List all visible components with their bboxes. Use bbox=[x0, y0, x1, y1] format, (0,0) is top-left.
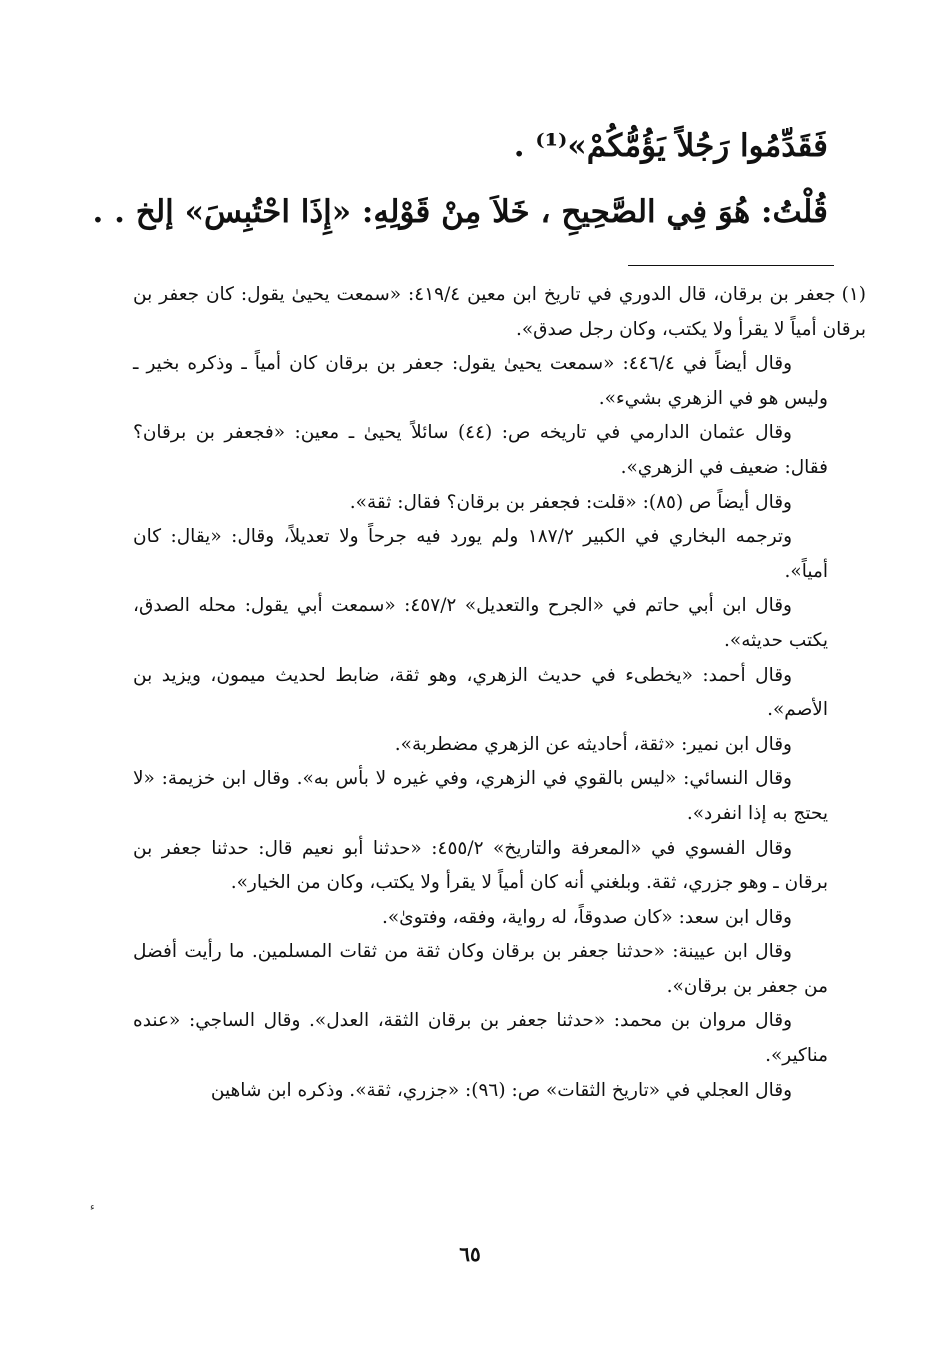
footnote-marker: (١) bbox=[841, 284, 866, 305]
footnotes-section bbox=[133, 278, 866, 1108]
footnote-paragraph: وقال ابن نمير: «ثقة، أحاديثه عن الزهري مضطربة». bbox=[394, 733, 792, 755]
margin-mark: ء bbox=[90, 1202, 95, 1213]
footnote-paragraph: وقال أحمد: «يخطىء في حديث الزهري، وهو ثقة، ضابط لحديث ميمون، ويزيد بن الأصم». bbox=[133, 664, 828, 721]
footnote-paragraph: وقال مروان بن محمد: «حدثنا جعفر بن برقان الثقة، العدل». وقال الساجي: «عنده مناكير». bbox=[133, 1010, 828, 1067]
footnote-paragraph: وقال الفسوي في «المعرفة والتاريخ» ٤٥٥/٢: «حدثنا أبو نعيم قال: حدثنا جعفر بن برقان ـ وهو جزري، ثقة. وبلغني أنه كان أمياً لا يقرأ ولا يكتب، وكان من الخيار». bbox=[133, 837, 828, 894]
footnote-paragraph: وقال عثمان الدارمي في تاريخه ص: (٤٤) سائلاً يحيىٰ ـ معين: «فجعفر بن برقان؟ فقال: ضعيف في الزهري». bbox=[133, 422, 828, 478]
footnote-paragraph: وقال ابن أبي حاتم في «الجرح والتعديل» ٤٥٧/٢: «سمعت أبي يقول: محله الصدق، يكتب حديثه». bbox=[133, 595, 828, 651]
page-number: ٦٥ bbox=[459, 1242, 481, 1266]
footnote-paragraph: وقال العجلي في «تاريخ الثقات» ص: (٩٦): «جزري، ثقة». وذكره ابن شاهين bbox=[210, 1079, 792, 1101]
footnote-paragraph: وترجمه البخاري في الكبير ١٨٧/٢ ولم يورد فيه جرحاً ولا تعديلاً، وقال: «يقال: كان أمياً». bbox=[133, 526, 828, 582]
main-text-line-2: قُلْتُ: هُوَ فِي الصَّحِيحِ ، خَلاَ مِنْ قَوْلِهِ: «إِذَا احْتُبِسَ» إلخ . . bbox=[92, 194, 828, 230]
footnote-paragraph: وقال ابن عيينة: «حدثنا جعفر بن برقان وكان ثقة من ثقات المسلمين. ما رأيت أفضل من جعفر بن برقان». bbox=[133, 941, 828, 997]
footnote-separator bbox=[628, 265, 834, 266]
footnote-paragraph: وقال أيضاً في ٤٤٦/٤: «سمعت يحيىٰ يقول: جعفر بن برقان كان أمياً ـ وذكره بخير ـ وليس هو في الزهري بشيء». bbox=[133, 353, 828, 409]
main-text-line-1: فَقَدِّمُوا رَجُلاً يَؤُمُّكُمْ»⁽¹⁾ . bbox=[513, 128, 828, 164]
footnote-paragraph: وقال النسائي: «ليس بالقوي في الزهري، وفي غيره لا بأس به». وقال ابن خزيمة: «لا يحتج به إذا انفرد». bbox=[133, 768, 828, 824]
footnote-paragraph: وقال ابن سعد: «كان صدوقاً، له رواية، وفقه، وفتوىٰ». bbox=[381, 906, 792, 928]
footnote-paragraph: (١)جعفر بن برقان، قال الدوري في تاريخ ابن معين ٤١٩/٤: «سمعت يحيىٰ يقول: كان جعفر بن برقان أمياً لا يقرأ ولا يكتب، وكان رجل صدق». bbox=[133, 284, 866, 340]
footnote-paragraph: وقال أيضاً ص (٨٥): «قلت: فجعفر بن برقان؟ فقال: ثقة». bbox=[349, 491, 792, 513]
